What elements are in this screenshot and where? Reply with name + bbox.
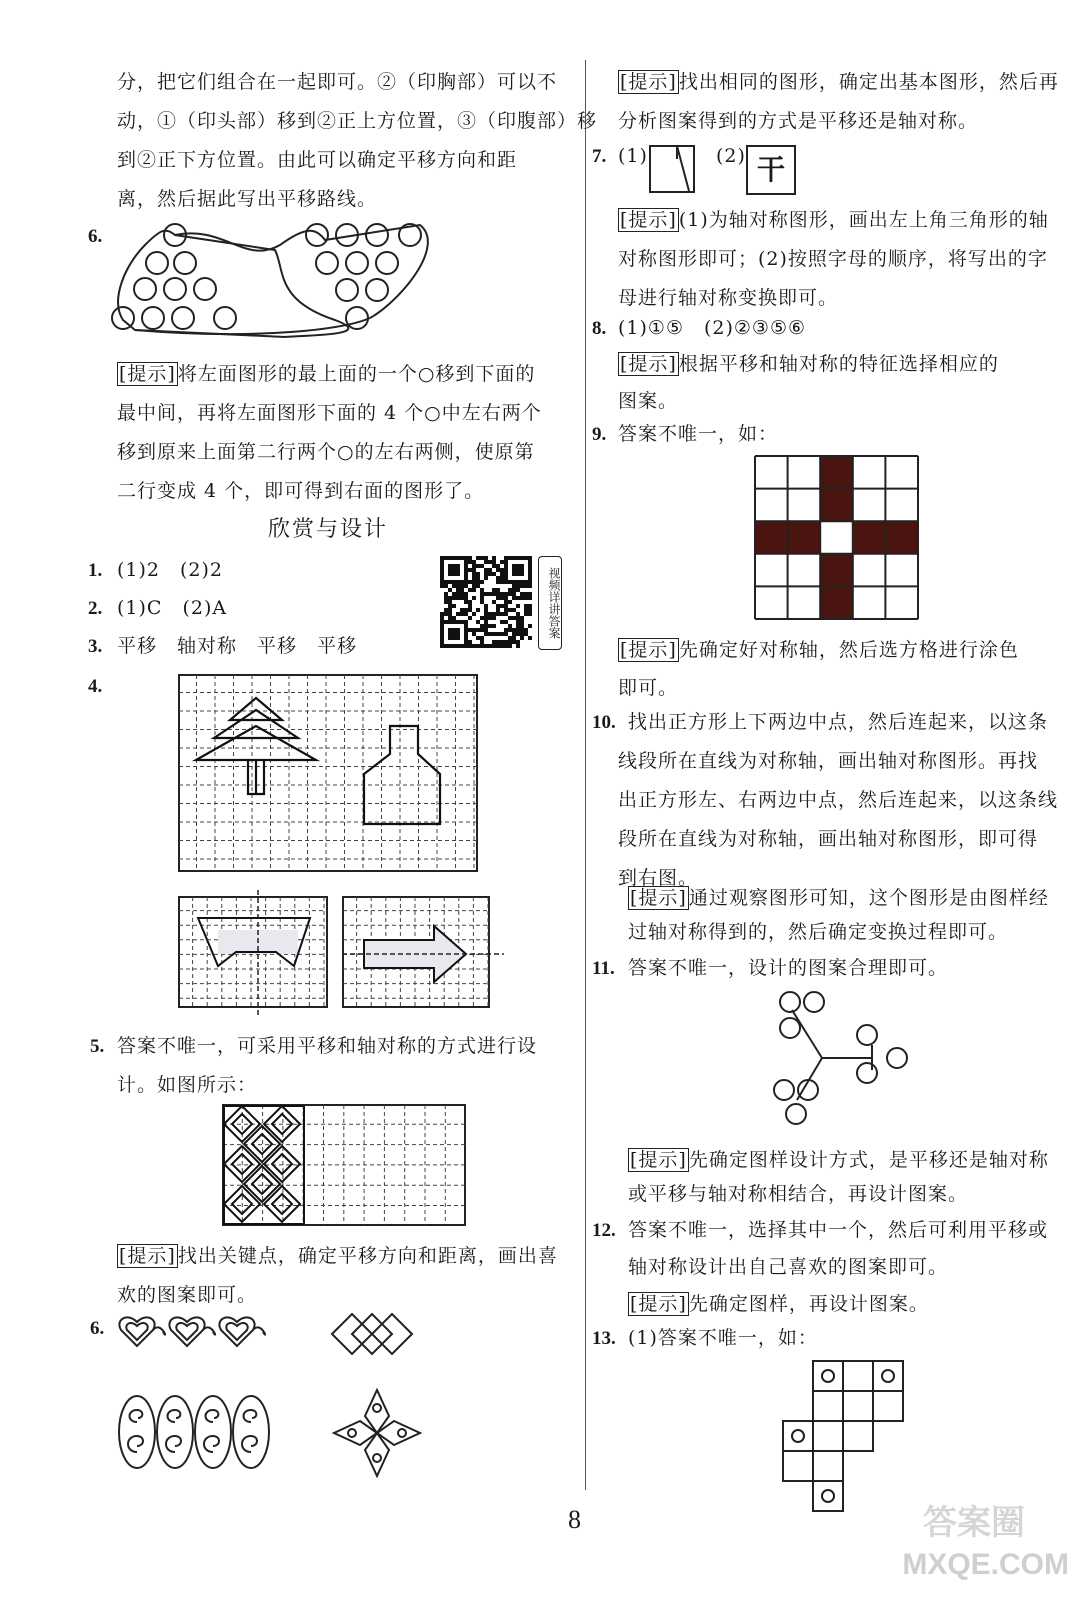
- q8-hint-line-2: 图案。: [618, 390, 679, 412]
- q9-hint-label: [提示]: [620, 639, 677, 661]
- qr-label: 视频详讲答案: [538, 556, 562, 650]
- q10-hint-text: 通过观察图形可知，这个图形是由图样经: [688, 887, 1049, 909]
- q8-hint-label: [提示]: [620, 353, 677, 375]
- top-hint-line-2: 分析图案得到的方式是平移还是轴对称。: [618, 110, 979, 132]
- q12-hint-label: [提示]: [630, 1293, 687, 1315]
- q10-line-5: 到右图。: [618, 867, 699, 889]
- q6-number: 6.: [88, 226, 103, 247]
- q6-hint-line-1: [117, 354, 535, 394]
- intro-line-3: 到②正下方位置。由此可以确定平移方向和距: [117, 149, 518, 171]
- column-divider: [585, 60, 586, 1490]
- q11-text: 答案不唯一，设计的图案合理即可。: [628, 957, 949, 979]
- q10-line-1: 找出正方形上下两边中点，然后连起来，以这条: [628, 711, 1049, 733]
- q5-line-1: 答案不唯一，可采用平移和轴对称的方式进行设: [117, 1035, 538, 1057]
- answer-3-text: 平移 轴对称 平移 平移: [117, 635, 358, 657]
- q7-part1-label: (1): [618, 145, 648, 167]
- filled-cell: [885, 521, 918, 554]
- q8-hint-line-1: [618, 344, 999, 384]
- section-title: 欣赏与设计: [268, 517, 389, 542]
- q7-hint-label: [提示]: [620, 209, 677, 231]
- q5-line-2: 计。如图所示：: [117, 1074, 258, 1096]
- q6-hint-line-4: 二行变成 4 个，即可得到右面的图形了。: [117, 480, 485, 502]
- q6-hint-label: [提示]: [119, 363, 176, 385]
- hearts-pattern: [117, 1312, 267, 1352]
- q5-hint-line-2: 欢的图案即可。: [117, 1284, 258, 1306]
- q9-text: 答案不唯一，如：: [618, 423, 779, 445]
- q7-triangle-figure: [649, 145, 695, 193]
- q4-tree-grid-figure: [178, 674, 478, 872]
- q12-number: 12.: [592, 1220, 616, 1241]
- q4-arrow-figure: [342, 896, 502, 1008]
- filled-cell: [820, 554, 853, 587]
- q6b-number: 6.: [90, 1318, 105, 1339]
- q9-hint-text: 先确定好对称轴，然后选方格进行涂色: [678, 639, 1019, 661]
- q10-hint-label: [提示]: [630, 887, 687, 909]
- answer-2-text: (1)C (2)A: [117, 597, 228, 619]
- q10-line-4: 段所在直线为对称轴，画出轴对称图形，即可得: [618, 828, 1039, 850]
- q13-cube-net-figure: [782, 1360, 906, 1484]
- q11-flower-design: [772, 990, 912, 1130]
- answer-1-number: 1.: [88, 560, 103, 581]
- q8-text: (1)①⑤ (2)②③⑤⑥: [618, 317, 807, 339]
- q7-hint-line-2: 对称图形即可；(2)按照字母的顺序，将写出的字: [618, 248, 1048, 270]
- q5-hint-text: 找出关键点，确定平移方向和距离，画出喜: [177, 1245, 558, 1267]
- q9-hint-line-2: 即可。: [618, 677, 679, 699]
- kite-cross-pattern: [330, 1386, 424, 1480]
- q8-number: 8.: [592, 318, 607, 339]
- q12-line-1: 答案不唯一，选择其中一个，然后可利用平移或: [628, 1219, 1049, 1241]
- filled-cell: [820, 489, 853, 522]
- q11-number: 11.: [592, 958, 615, 979]
- circles-transform-figure: [105, 215, 445, 345]
- q6-hint-line-2: 最中间，再将左面图形下面的 4 个○中左右两个: [117, 402, 542, 424]
- q9-colored-grid: [754, 455, 920, 621]
- q10-number: 10.: [592, 712, 616, 733]
- diamonds-chain-pattern: [330, 1312, 414, 1356]
- q11-hint-label: [提示]: [630, 1149, 687, 1171]
- q7-number: 7.: [592, 146, 607, 167]
- q13-number: 13.: [592, 1328, 616, 1349]
- top-hint-text: 找出相同的图形，确定出基本图形，然后再: [678, 71, 1059, 93]
- filled-cell: [853, 521, 886, 554]
- top-hint-label: [提示]: [620, 71, 677, 93]
- q13-text: (1)答案不唯一，如：: [628, 1327, 818, 1349]
- filled-cell: [788, 521, 821, 554]
- watermark-logo: 答案圈: [923, 1504, 1025, 1542]
- page-number: 8: [568, 1505, 581, 1534]
- q11-hint-line-2: 或平移与轴对称相结合，再设计图案。: [628, 1183, 969, 1205]
- q4-number: 4.: [88, 676, 103, 697]
- q12-line-2: 轴对称设计出自己喜欢的图案即可。: [628, 1256, 949, 1278]
- q9-hint-line-1: [618, 630, 1019, 670]
- spiral-ovals-pattern: [117, 1392, 272, 1472]
- q9-number: 9.: [592, 424, 607, 445]
- q6-hint-text: 将左面图形的最上面的一个○移到下面的: [177, 363, 536, 385]
- answer-3-number: 3.: [88, 636, 103, 657]
- intro-line-1: 分，把它们组合在一起即可。②（印胸部）可以不: [117, 71, 558, 93]
- q6-hint-line-3: 移到原来上面第二行两个○的左右两侧，使原第: [117, 441, 535, 463]
- q10-hint-line-2: 过轴对称得到的，然后确定变换过程即可。: [628, 921, 1009, 943]
- filled-cell: [820, 586, 853, 619]
- answer-2-number: 2.: [88, 598, 103, 619]
- q11-hint-text: 先确定图样设计方式，是平移还是轴对称: [688, 1149, 1049, 1171]
- qr-code: [440, 556, 536, 648]
- q4-trapezoid-figure: [178, 896, 328, 1008]
- filled-cell: [820, 456, 853, 489]
- watermark-url: MXQE.COM: [902, 1548, 1069, 1581]
- q7-letter-figure: 干: [746, 145, 796, 195]
- intro-line-2: 动，①（印头部）移到②正上方位置，③（印腹部）移: [117, 110, 598, 132]
- q10-line-3: 出正方形左、右两边中点，然后连起来，以这条线: [618, 789, 1059, 811]
- q10-line-2: 线段所在直线为对称轴，画出轴对称图形。再找: [618, 750, 1039, 772]
- q5-number: 5.: [90, 1036, 105, 1057]
- top-hint-line-1: [618, 62, 1059, 102]
- q7-hint-text: (1)为轴对称图形，画出左上角三角形的轴: [678, 209, 1049, 231]
- q5-hint-line-1: [117, 1236, 558, 1276]
- intro-line-4: 离，然后据此写出平移路线。: [117, 188, 378, 210]
- q5-hint-label: [提示]: [119, 1245, 176, 1267]
- q7-part2-label: (2): [716, 145, 746, 167]
- q8-hint-text: 根据平移和轴对称的特征选择相应的: [678, 353, 999, 375]
- q12-hint-text: 先确定图样，再设计图案。: [688, 1293, 929, 1315]
- answer-1-text: (1)2 (2)2: [117, 559, 224, 581]
- q7-hint-line-3: 母进行轴对称变换即可。: [618, 287, 839, 309]
- q7-hint-line-1: [618, 200, 1049, 240]
- filled-cell: [755, 521, 788, 554]
- q5-diamond-pattern-grid: [222, 1104, 466, 1226]
